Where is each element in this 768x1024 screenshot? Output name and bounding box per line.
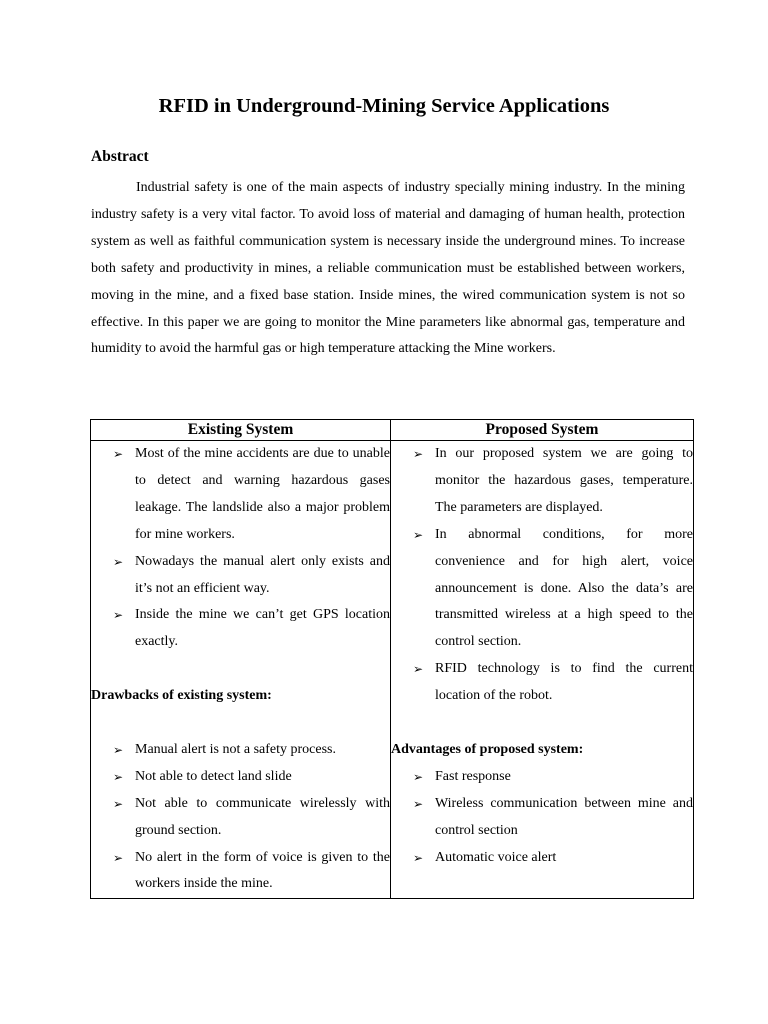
existing-system-header: Existing System bbox=[91, 420, 391, 441]
list-item-text: Nowadays the manual alert only exists and it’s not an efficient way. bbox=[135, 553, 390, 596]
list-item bbox=[91, 549, 390, 603]
list-item-text: Fast response bbox=[435, 768, 511, 784]
list-item-text: In our proposed system we are going to monitor the hazardous gases, temperature. The parameters are displayed. bbox=[435, 446, 693, 515]
arrow-bullet-icon: ➢ bbox=[413, 527, 424, 542]
arrow-bullet-icon: ➢ bbox=[113, 447, 124, 461]
list-item bbox=[391, 845, 693, 872]
arrow-bullet-icon: ➢ bbox=[113, 554, 124, 569]
advantages-heading: Advantages of proposed system: bbox=[391, 741, 584, 757]
list-item bbox=[91, 845, 390, 899]
list-item-text: Automatic voice alert bbox=[435, 849, 557, 865]
spacer bbox=[91, 710, 390, 737]
list-item-text: Not able to communicate wirelessly with ground section. bbox=[135, 795, 390, 838]
arrow-bullet-icon: ➢ bbox=[113, 796, 124, 811]
list-item bbox=[391, 764, 693, 791]
list-item bbox=[91, 791, 390, 845]
arrow-bullet-icon: ➢ bbox=[413, 662, 424, 677]
list-item bbox=[91, 764, 390, 791]
drawbacks-heading: Drawbacks of existing system: bbox=[91, 688, 272, 704]
abstract-paragraph: Industrial safety is one of the main aspects of industry specially mining industry. In the mining industry safety is a very vital factor. To avoid loss of material and damaging of human health, protection system as well as faithful communication system is necessary inside the underground mines. To increase both safety and productivity in mines, a reliable communication must be established between workers, moving in the mine, and a fixed base station. Inside mines, the wired communication system is not so effective. In this paper we are going to monitor the Mine parameters like abnormal gas, temperature and humidity to avoid the harmful gas or high temperature attacking the Mine workers. bbox=[91, 180, 685, 357]
list-item bbox=[391, 522, 693, 657]
list-item-text: Wireless communication between mine and control section bbox=[435, 795, 693, 838]
comparison-table bbox=[90, 419, 694, 899]
advantages-list bbox=[391, 764, 693, 872]
list-item-text: Most of the mine accidents are due to unable to detect and warning hazardous gases leakage. The landslide also a major problem for mine workers. bbox=[135, 446, 390, 542]
proposed-system-header: Proposed System bbox=[391, 420, 694, 441]
list-item bbox=[91, 602, 390, 656]
page-title: RFID in Underground-Mining Service Applications bbox=[158, 95, 610, 117]
list-item-text: No alert in the form of voice is given to the workers inside the mine. bbox=[135, 849, 390, 892]
existing-system-cell bbox=[91, 441, 391, 899]
arrow-bullet-icon: ➢ bbox=[113, 769, 124, 784]
proposed-list bbox=[391, 441, 693, 710]
arrow-bullet-icon: ➢ bbox=[413, 796, 424, 811]
list-item-text: In abnormal conditions, for more convenience and for high alert, voice announcement is done. Also the data’s are transmitted wireless at a high speed to the control section. bbox=[435, 526, 693, 650]
list-item bbox=[391, 656, 693, 710]
spacer bbox=[91, 656, 390, 683]
arrow-bullet-icon: ➢ bbox=[113, 742, 124, 757]
list-item-text: RFID technology is to find the current location of the robot. bbox=[435, 661, 693, 704]
arrow-bullet-icon: ➢ bbox=[413, 769, 424, 784]
list-item bbox=[91, 737, 390, 764]
list-item-text: Not able to detect land slide bbox=[135, 768, 292, 784]
table-header-row bbox=[91, 420, 694, 441]
abstract-heading: Abstract bbox=[91, 148, 149, 165]
list-item bbox=[91, 441, 390, 549]
proposed-system-cell bbox=[391, 441, 694, 899]
list-item-text: Inside the mine we can’t get GPS location exactly. bbox=[135, 607, 390, 650]
arrow-bullet-icon: ➢ bbox=[113, 850, 124, 865]
arrow-bullet-icon: ➢ bbox=[413, 447, 424, 461]
list-item bbox=[391, 791, 693, 845]
existing-list bbox=[91, 441, 390, 656]
list-item bbox=[391, 441, 693, 522]
list-item-text: Manual alert is not a safety process. bbox=[135, 741, 336, 757]
table-body-row bbox=[91, 441, 694, 899]
drawbacks-list bbox=[91, 737, 390, 898]
arrow-bullet-icon: ➢ bbox=[413, 850, 424, 865]
spacer bbox=[391, 710, 693, 737]
arrow-bullet-icon: ➢ bbox=[113, 608, 124, 623]
